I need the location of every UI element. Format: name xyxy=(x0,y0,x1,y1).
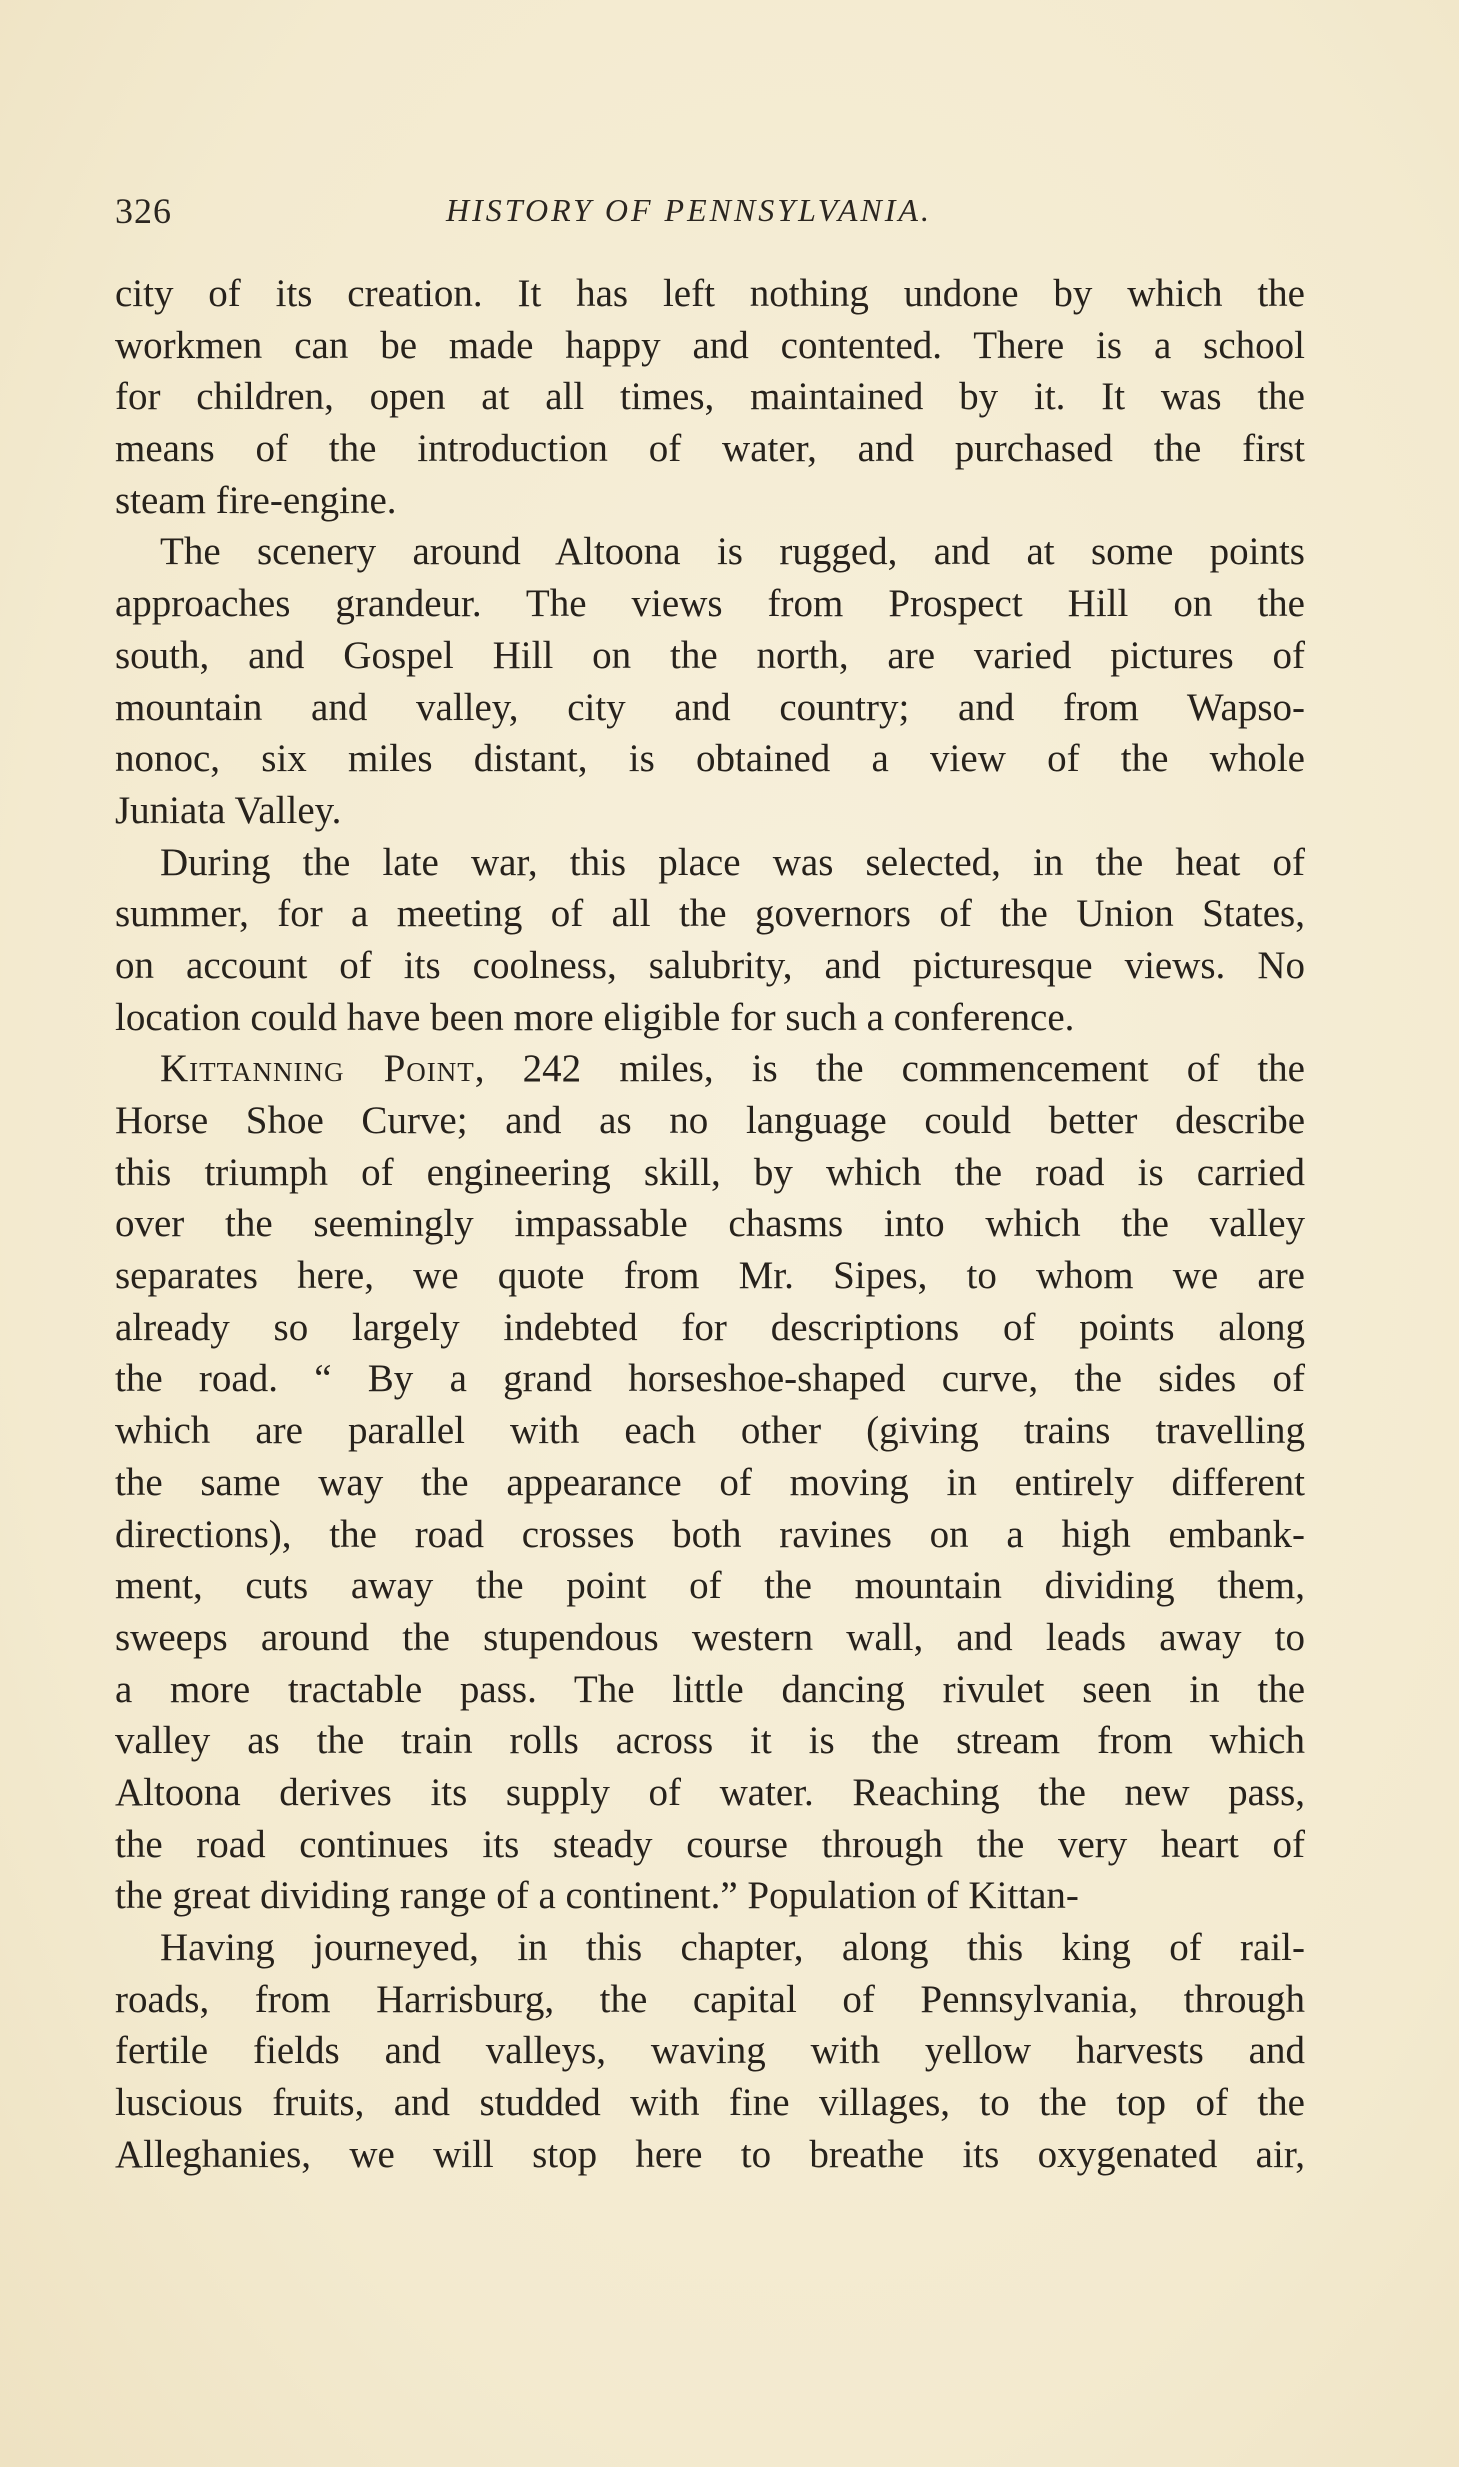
text-line: During the late war, this place was selected, in the heat of xyxy=(160,840,1305,884)
paragraph-1 xyxy=(115,268,1305,526)
text-line: over the seemingly impassable chasms into which the valley xyxy=(115,1202,1305,1246)
text-line: on account of its coolness, salubrity, and picturesque views. No xyxy=(115,943,1305,987)
text-line: valley as the train rolls across it is the stream from which xyxy=(115,1719,1305,1763)
text-line: summer, for a meeting of all the governors of the Union States, xyxy=(115,892,1305,936)
text-line: fertile fields and valleys, waving with yellow harvests and xyxy=(115,2029,1305,2073)
text-line: city of its creation. It has left nothing undone by which the xyxy=(115,272,1305,315)
text-line: nonoc, six miles distant, is obtained a view of the whole xyxy=(115,737,1305,781)
text-line: already so largely indebted for descriptions of points along xyxy=(115,1305,1305,1349)
paragraph-2 xyxy=(115,526,1305,836)
text-line: directions), the road crosses both ravines on a high embank- xyxy=(115,1512,1305,1556)
text-line: Juniata Valley. xyxy=(115,788,342,832)
text-line: ment, cuts away the point of the mountain dividing them, xyxy=(115,1564,1305,1608)
text-line: roads, from Harrisburg, the capital of Pennsylvania, through xyxy=(115,1977,1305,2021)
text-line: separates here, we quote from Mr. Sipes, to whom we are xyxy=(115,1254,1305,1298)
text-line: Having journeyed, in this chapter, along this king of rail- xyxy=(160,1926,1305,1969)
text-line: Alleghanies, we will stop here to breathe its oxygenated air, xyxy=(115,2132,1305,2176)
running-head xyxy=(115,190,1315,240)
place-name-small-caps: Kittanning Point xyxy=(160,1047,475,1091)
text-line: workmen can be made happy and contented. There is a school xyxy=(115,323,1305,367)
text-line: approaches grandeur. The views from Prospect Hill on the xyxy=(115,582,1305,626)
text-line: mountain and valley, city and country; and from Wapso- xyxy=(115,685,1305,729)
text-line: the road continues its steady course through the very heart of xyxy=(115,1822,1305,1866)
text-line: a more tractable pass. The little dancing rivulet seen in the xyxy=(115,1667,1305,1711)
text-line: the great dividing range of a continent.” Population of Kittan- xyxy=(115,1874,1079,1918)
text-line: luscious fruits, and studded with fine villages, to the top of the xyxy=(115,2081,1305,2125)
text-line: the same way the appearance of moving in entirely different xyxy=(115,1460,1305,1504)
text-line: means of the introduction of water, and purchased the first xyxy=(115,427,1305,471)
text-line: Horse Shoe Curve; and as no language could better describe xyxy=(115,1099,1305,1142)
running-title: HISTORY OF PENNSYLVANIA. xyxy=(446,192,932,228)
text-line: for children, open at all times, maintained by it. It was the xyxy=(115,375,1305,419)
body-text xyxy=(115,268,1305,2180)
text-line: south, and Gospel Hill on the north, are varied pictures of xyxy=(115,633,1305,677)
text-line: location could have been more eligible for such a conference. xyxy=(115,995,1075,1039)
text-run: , 242 miles, is the commencement of the xyxy=(474,1047,1305,1091)
text-line: steam fire-engine. xyxy=(115,478,397,522)
text-line xyxy=(115,1043,1305,1095)
paragraph-5 xyxy=(115,1922,1305,2180)
text-line: the road. “ By a grand horseshoe-shaped curve, the sides of xyxy=(115,1357,1305,1401)
paragraph-4 xyxy=(115,1043,1305,1922)
paragraph-3 xyxy=(115,837,1305,1044)
text-line: this triumph of engineering skill, by which the road is carried xyxy=(115,1150,1305,1194)
text-line: Altoona derives its supply of water. Reaching the new pass, xyxy=(115,1770,1305,1814)
text-line: The scenery around Altoona is rugged, and at some points xyxy=(160,530,1305,574)
page-number: 326 xyxy=(115,191,172,231)
text-line: sweeps around the stupendous western wall, and leads away to xyxy=(115,1615,1305,1659)
text-line: which are parallel with each other (giving trains travelling xyxy=(115,1409,1305,1453)
